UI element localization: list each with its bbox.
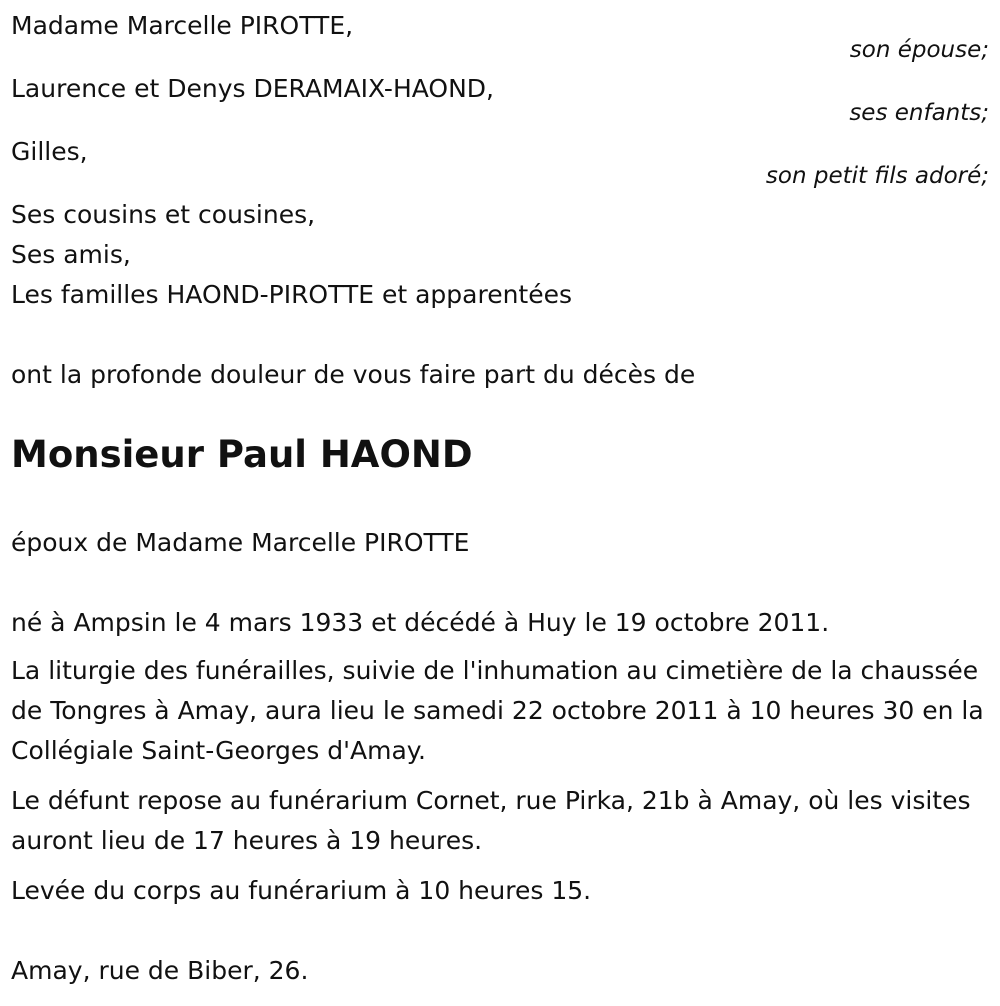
- funeral-paragraph: La liturgie des funérailles, suivie de l'inhumation au cimetière de la chaussée de Tongres à Amay, aura lieu le samedi 22 octobre 2011 à 10 heures 30 en la Collégiale Saint-Georges d'Amay.: [11, 656, 984, 765]
- departure-line: Levée du corps au funérarium à 10 heures 15.: [11, 876, 592, 905]
- mourner-name-2: Laurence et Denys DERAMAIX-HAOND,: [11, 74, 494, 103]
- deceased-name: Monsieur Paul HAOND: [11, 433, 473, 476]
- mourner-relation-1: son épouse;: [849, 37, 989, 63]
- mourner-name-1: Madame Marcelle PIROTTE,: [11, 11, 354, 40]
- address-line: Amay, rue de Biber, 26.: [11, 956, 309, 985]
- mourner-relation-3: son petit fils adoré;: [765, 163, 989, 189]
- other-mourners-3: Les familles HAOND-PIROTTE et apparentées: [11, 280, 573, 309]
- mourner-name-3: Gilles,: [11, 137, 88, 166]
- spouse-line: époux de Madame Marcelle PIROTTE: [11, 528, 470, 557]
- birth-death-line: né à Ampsin le 4 mars 1933 et décédé à Huy le 19 octobre 2011.: [11, 608, 830, 637]
- other-mourners-1: Ses cousins et cousines,: [11, 200, 316, 229]
- visitation-paragraph: Le défunt repose au funérarium Cornet, rue Pirka, 21b à Amay, où les visites auront lieu de 17 heures à 19 heures.: [11, 786, 971, 855]
- mourner-relation-2: ses enfants;: [849, 100, 989, 126]
- other-mourners-2: Ses amis,: [11, 240, 131, 269]
- announcement-text: ont la profonde douleur de vous faire part du décès de: [11, 360, 696, 389]
